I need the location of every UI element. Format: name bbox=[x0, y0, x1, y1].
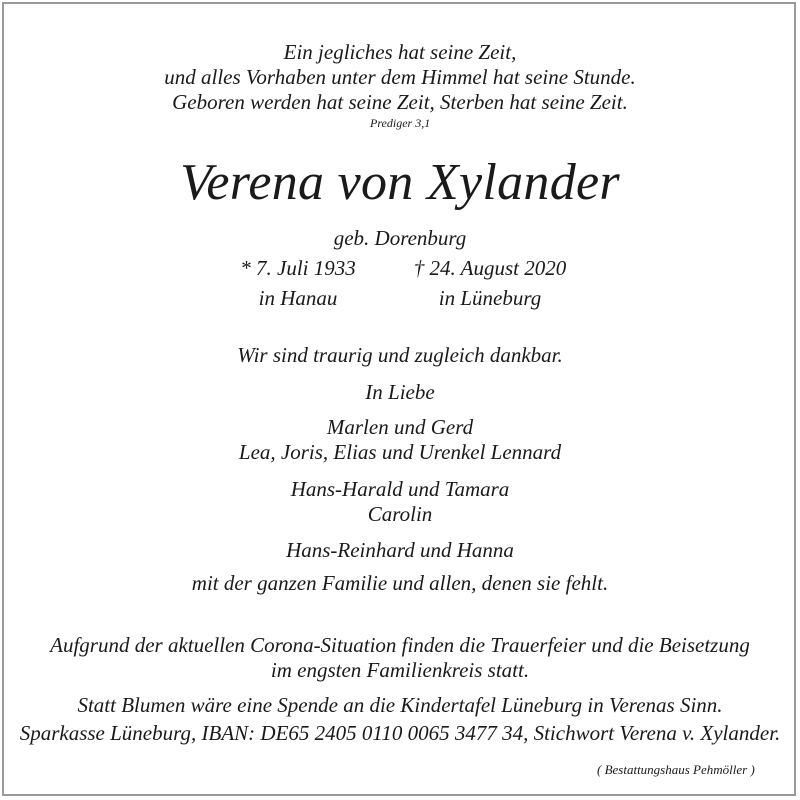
corona-notice-line-1: Aufgrund der aktuellen Corona-Situation finden die Trauerfeier und die Beisetzung bbox=[50, 633, 750, 657]
sentiment-text: Wir sind traurig und zugleich dankbar. bbox=[237, 343, 563, 367]
deceased-name: Verena von Xylander bbox=[180, 154, 620, 211]
mourners-line: Lea, Joris, Elias und Urenkel Lennard bbox=[238, 440, 562, 464]
mourners-line: Carolin bbox=[367, 502, 433, 526]
death-date: † 24. August 2020 bbox=[413, 256, 567, 280]
donation-line-2: Sparkasse Lüneburg, IBAN: DE65 2405 0110 0065 3477 34, Stichwort Verena v. Xylander. bbox=[19, 721, 781, 745]
funeral-home: ( Bestattungshaus Pehmöller ) bbox=[597, 762, 755, 777]
mourners-line: Marlen und Gerd bbox=[326, 415, 474, 439]
verse-line-2: und alles Vorhaben unter dem Himmel hat seine Stunde. bbox=[164, 65, 636, 89]
death-place: in Lüneburg bbox=[438, 286, 542, 310]
closing-text: In Liebe bbox=[365, 380, 435, 404]
birth-date: * 7. Juli 1933 bbox=[240, 256, 356, 280]
family-line: mit der ganzen Familie und allen, denen sie fehlt. bbox=[191, 571, 609, 595]
mourners-line: Hans-Reinhard und Hanna bbox=[286, 538, 514, 562]
birth-place: in Hanau bbox=[258, 286, 338, 310]
corona-notice-line-2: im engsten Familienkreis statt. bbox=[270, 658, 530, 682]
donation-line-1: Statt Blumen wäre eine Spende an die Kindertafel Lüneburg in Verenas Sinn. bbox=[77, 693, 723, 717]
mourners-line: Hans-Harald und Tamara bbox=[290, 477, 510, 501]
verse-line-3: Geboren werden hat seine Zeit, Sterben hat seine Zeit. bbox=[172, 90, 628, 114]
verse-line-1: Ein jegliches hat seine Zeit, bbox=[283, 40, 517, 64]
verse-source: Prediger 3,1 bbox=[370, 116, 431, 130]
maiden-name: geb. Dorenburg bbox=[333, 226, 467, 250]
